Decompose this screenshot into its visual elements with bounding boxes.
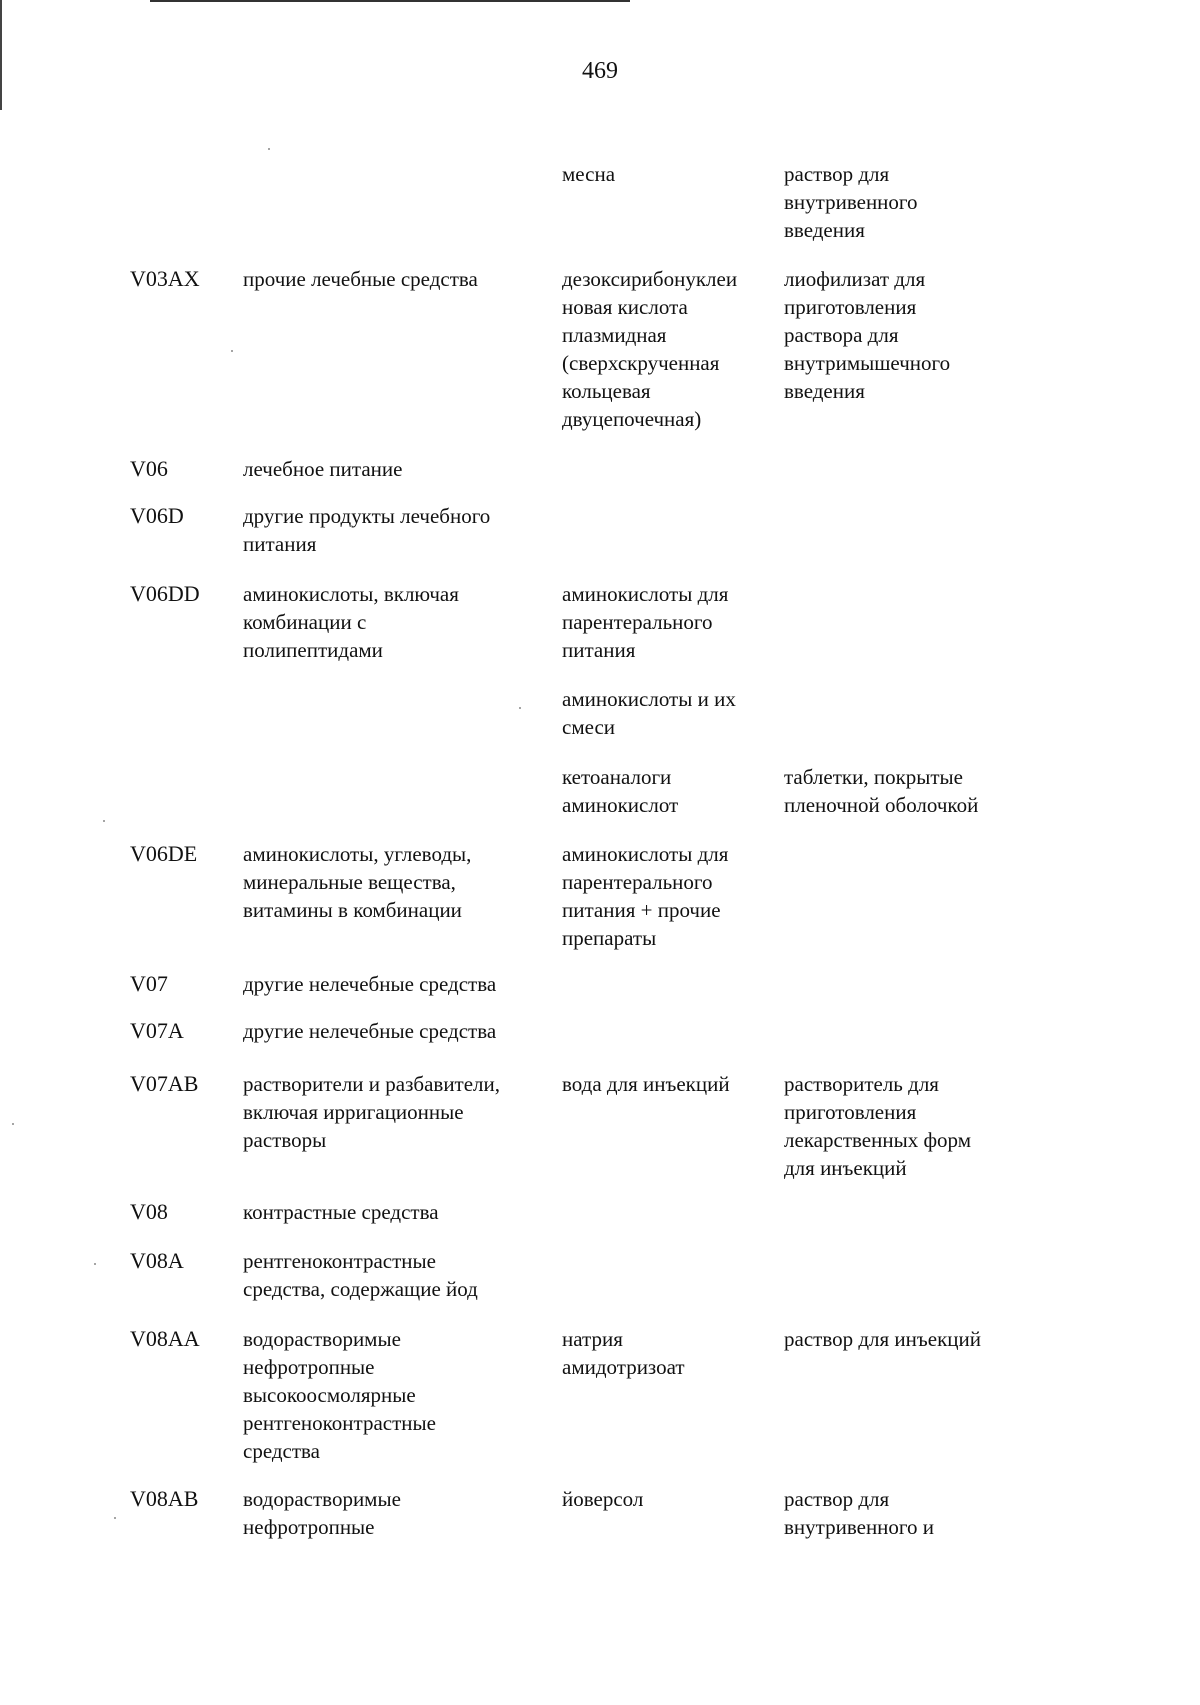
dosage-form: лиофилизат для приготовления раствора для внутримышечного введения (784, 267, 951, 403)
group-name: другие нелечебные средства (243, 1019, 497, 1043)
atc-code: V07A (130, 1018, 184, 1043)
atc-code: V07AB (130, 1071, 199, 1096)
atc-code: V08AB (130, 1486, 199, 1511)
group-name: водорастворимые нефротропные (243, 1487, 401, 1539)
group-name: прочие лечебные средства (243, 267, 478, 291)
scan-speck (12, 1123, 14, 1125)
page-number: 469 (582, 58, 618, 84)
group-name: лечебное питание (243, 457, 403, 481)
scan-speck (103, 820, 105, 822)
group-name: аминокислоты, включая комбинации с полипептидами (243, 582, 459, 662)
dosage-form: раствор для внутривенного и (784, 1487, 934, 1539)
drug-name: дезоксирибонуклеи новая кислота плазмидная (сверхскрученная кольцевая двуцепочечная) (562, 267, 738, 431)
dosage-form: раствор для инъекций (784, 1327, 981, 1351)
scan-speck (94, 1263, 96, 1265)
scan-left-border (0, 0, 2, 110)
drug-name: аминокислоты для парентерального питания (562, 582, 729, 662)
atc-code: V03AX (130, 266, 200, 291)
drug-name: аминокислоты для парентерального питания + прочие препараты (562, 842, 729, 950)
atc-code: V08AA (130, 1326, 200, 1351)
dosage-form: растворитель для приготовления лекарственных форм для инъекций (784, 1072, 972, 1180)
group-name: контрастные средства (243, 1200, 439, 1224)
scan-top-border (150, 0, 630, 2)
group-name: другие продукты лечебного питания (243, 504, 491, 556)
dosage-form: раствор для внутривенного введения (784, 162, 918, 242)
scan-speck (268, 148, 270, 150)
drug-name: натрия амидотризоат (562, 1327, 685, 1379)
atc-code: V06D (130, 503, 184, 528)
drug-name: вода для инъекций (562, 1072, 730, 1096)
group-name: аминокислоты, углеводы, минеральные вещества, витамины в комбинации (243, 842, 472, 922)
drug-name: месна (562, 162, 616, 186)
atc-code: V06 (130, 456, 168, 481)
drug-name: кетоаналоги аминокислот (562, 765, 679, 817)
scan-speck (114, 1517, 116, 1519)
group-name: водорастворимые нефротропные высокоосмолярные рентгеноконтрастные средства (243, 1327, 436, 1463)
atc-code: V07 (130, 971, 168, 996)
drug-name: аминокислоты и их смеси (562, 687, 736, 739)
atc-code: V08 (130, 1199, 168, 1224)
atc-code: V08A (130, 1248, 184, 1273)
atc-code: V06DD (130, 581, 200, 606)
scan-speck (231, 350, 233, 352)
group-name: рентгеноконтрастные средства, содержащие йод (243, 1249, 478, 1301)
scan-speck (519, 707, 521, 709)
group-name: другие нелечебные средства (243, 972, 497, 996)
dosage-form: таблетки, покрытые пленочной оболочкой (784, 765, 979, 817)
atc-code: V06DE (130, 841, 198, 866)
group-name: растворители и разбавители, включая ирригационные растворы (243, 1072, 501, 1152)
drug-name: йоверсол (562, 1487, 644, 1511)
